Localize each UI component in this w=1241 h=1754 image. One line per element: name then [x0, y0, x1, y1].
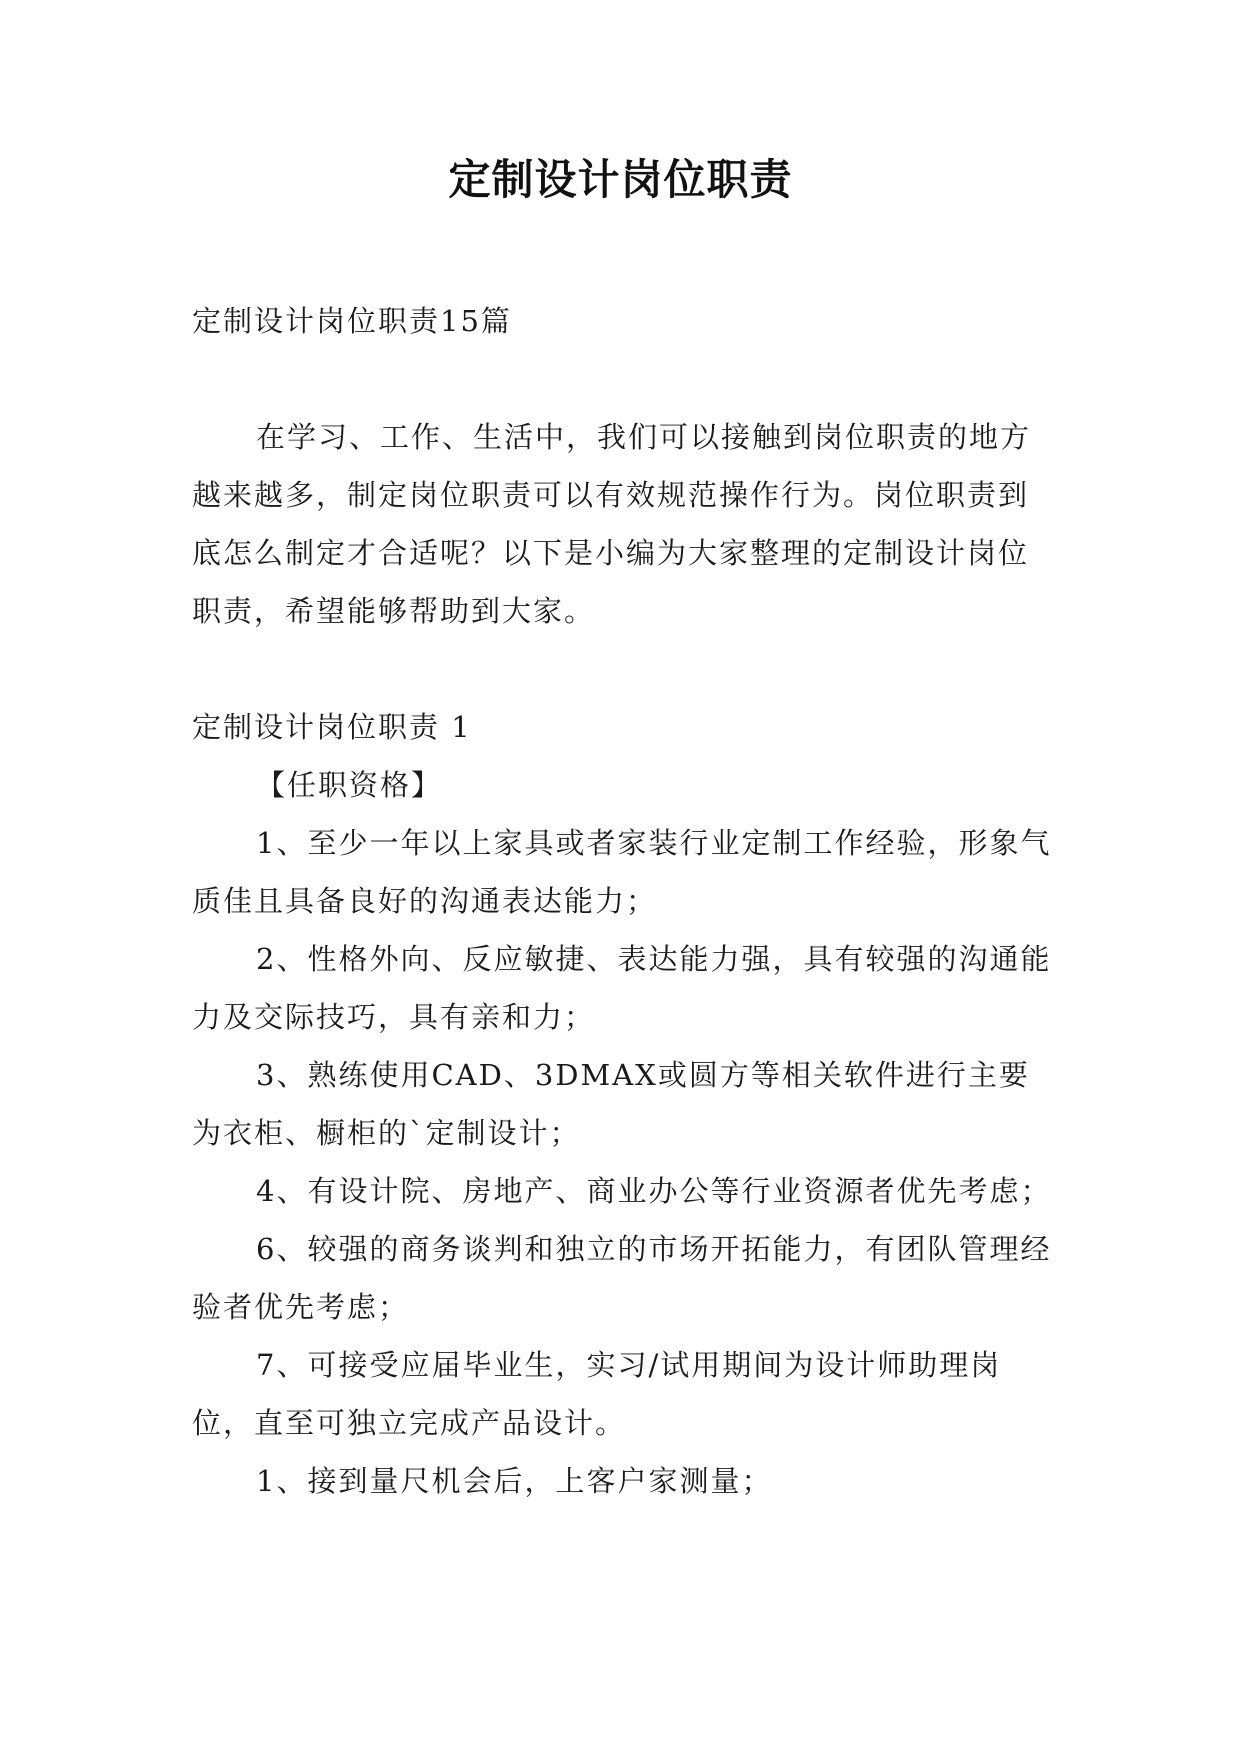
requirement-item: 3、熟练使用CAD、3DMAX或圆方等相关软件进行主要为衣柜、橱柜的`定制设计；: [192, 1058, 1030, 1150]
requirement-item: 6、较强的商务谈判和独立的市场开拓能力，有团队管理经验者优先考虑；: [192, 1232, 1052, 1324]
requirement-item: 1、至少一年以上家具或者家装行业定制工作经验，形象气质佳且具备良好的沟通表达能力；: [192, 826, 1052, 918]
document-subtitle: 定制设计岗位职责15篇: [192, 304, 512, 338]
intro-paragraph: 在学习、工作、生活中，我们可以接触到岗位职责的地方越来越多，制定岗位职责可以有效规范操作行为。岗位职责到底怎么制定才合适呢？以下是小编为大家整理的定制设计岗位职责，希望能够帮助到大家。: [192, 420, 1032, 628]
qualification-heading: 【任职资格】: [256, 768, 443, 802]
requirement-item: 2、性格外向、反应敏捷、表达能力强，具有较强的沟通能力及交际技巧，具有亲和力；: [192, 942, 1052, 1034]
section-heading: 定制设计岗位职责 1: [192, 710, 472, 744]
document-title: 定制设计岗位职责: [448, 155, 793, 204]
document-body: [192, 292, 1058, 1510]
duty-item: 1、接到量尺机会后，上客户家测量；: [256, 1464, 773, 1498]
requirement-item: 4、有设计院、房地产、商业办公等行业资源者优先考虑；: [256, 1174, 1052, 1208]
requirement-item: 7、可接受应届毕业生，实习/试用期间为设计师助理岗位，直至可独立完成产品设计。: [192, 1348, 1002, 1440]
